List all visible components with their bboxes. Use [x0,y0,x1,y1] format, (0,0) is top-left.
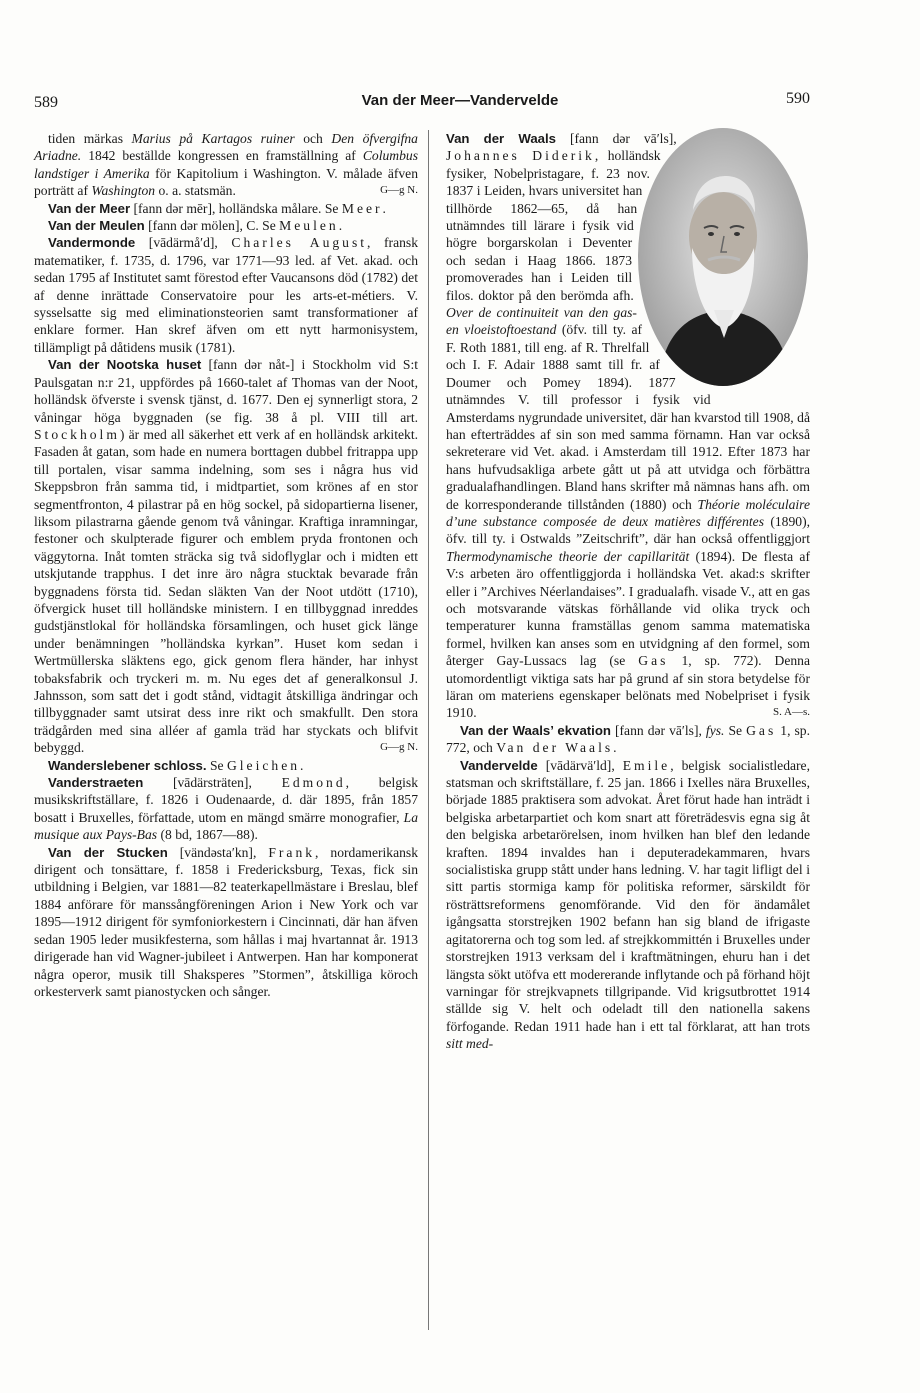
text-run: fys. [705,722,725,738]
headword: Vanderstraeten [48,775,144,791]
article-r1 [446,722,810,757]
author-signature: G—g N. [380,741,418,754]
article-p5 [34,757,418,774]
text-run: [fann dər vā′ls], [556,131,677,146]
text-run: [fann dər mēr], holländska målare. Se [130,200,342,216]
text-run: sitt med- [446,1036,494,1052]
text-run: Charles August [231,235,368,251]
article-p3 [34,234,418,356]
text-run: (8 bd, 1867—88). [157,827,258,843]
article-r2 [446,757,810,1053]
text-run: [vādärmå′d], [135,235,232,251]
headword: Wanderslebener schloss. [48,757,207,773]
text-run: , fransk matematiker, f. 1735, d. 1796, var 1771—93 led. af Vet. akad. och sedan 1795 af Institutet samt förestod efter Vaucansons död (1782) det af denne inrättade Conservatoire pour les arts-et-métiers. V. sysselsatte sig med eliminationsteorien samt transformationer af enklare former. Han skref äfven om ett nytt harmonisystem, tillämpligt på dåtidens musik (1781). [34,235,418,355]
text-run: Washington [91,183,156,199]
portrait-photo [638,128,814,390]
text-run: ) är med all säkerhet ett verk af en holländsk arkitekt. Fasaden åt gatan, som hade en numera borttagen dubbel fritrappa upp till portalen, visar samma indelning, som ses i några hus vid Skeppsbron från samma tid, i midtpartiet, som krönes af en stor segmentfronton, 4 pilastrar på en hög sockel, på sidopartierna lisener, liksom pilastrarna gående genom två våningar. Kraftiga inramningar, festoner och skulpterade figurer och emblem pryda frontonen och väggytorna. Inåt tomten sträcka sig två sidoflyglar och i midten ett utskjutande trapphus. I det inre äro några stucktak bevarade från byggnadens första tid. Sedan släkten Van der Noot utdött (1710), öfvergick huset till holländske ministern. I en tillbyggnad inreddes gudstjänstlokal för holländska församlingen, och huset gick länge under benämningen ”holländska kyrkan”. Huset kom sedan i Wertmüllerska släktens ego, gick genom flera händer, har inhyst tobaksfabrik och tryckeri m. m. Nu eges det af generalkonsul J. Jahnsson, som satt det i godt stånd, vidtagit åtskilliga ändringar och tillbyggnader samt utsirat dess inre rikt och smakfullt. Den stora trädgården med sina alléer af gamla träd har styckats och blifvit bebyggd. [34,426,418,756]
column-divider [428,130,429,1330]
headword: Van der Meer [48,200,131,216]
text-run: , belgisk socialistledare, statsman och skriftställare, f. 25 jan. 1866 i Ixelles nära Bruxelles, började 1885 praktisera som advokat. Året förut hade han inträdt i belgiska arbetarpartiet och kom snart att företrädesvis egna sig åt den belgiska arbetarörelsen, inom hvilken han blef den ledande kraften. 1894 invaldes han i deputeradekammaren, hvars socialistiska grupp stått under hans ledning. V. har tagit lifligt del i sitt partis stormiga kamp för politiska reformer, särskildt för rösträttsreformens genomförande. Vid den för ändamålet igångsatta storstrejken 1902 befann han sig bland de ifrigaste agitatorerna och tog som led. af strejkkommittén i Bruxelles under storstrejken 1913 verksam del i kraftmätningen, ehuru han i det längsta sökt utöfva ett modererande inflytande och på förhand höjt varningar för strejkvapnets tillgripande. Vid krigsutbrottet 1914 ställde sig V. helt och odeladt till den nationella sakens förfogande. Redan 1911 hade han i ett tal förklarat, att han trots [446,757,810,1034]
text-run: Stockholm [34,426,120,442]
article-p6 [34,774,418,844]
page-header [0,90,920,114]
headword: Van der Meulen [48,218,145,234]
text-run: Emile [622,757,671,773]
text-run: tiden märkas [48,131,132,146]
author-signature: S. A—s. [773,706,810,719]
text-run: [vādärvä′ld], [537,757,623,773]
headword: Vandervelde [460,757,538,773]
text-run: Gas [638,653,669,669]
text-run: [fann dər mölen], C. Se [144,218,280,234]
text-run: La musique aux Pays-Bas [34,809,418,843]
text-run: , holländsk fysiker, Nobelpristagare, f. 23 nov. 1837 i Leiden, hvars universitet han tillhörde 1862—65, då han utnämndes till lärare i fysik vid högre borgarskolan i Deventer och sedan i Haag 1866. 1873 promoverades han i Leiden till filos. doktor på den berömda afh. [446,148,661,303]
headword: Van der Stucken [48,844,168,860]
text-run: Meer [341,200,383,216]
text-run: [fann dər nåt-] i Stockholm vid S:t Paulsgatan n:r 21, uppfördes på 1660-talet af Thomas van der Noot, holländsk öfverste i svensk tjänst, d. 1677. Den ej synnerligt stora, 2 våningar höga byggnaden (se fig. 38 å pl. VIII till art. [34,357,418,425]
author-signature: G—g N. [380,184,418,197]
headword: Van der Nootska huset [48,357,202,373]
text-run: (1890), öfv. till ty. i Ostwalds ”Zeitschrift”, där han också offentliggjort [446,513,810,547]
page-number-right: 590 [786,90,810,107]
text-run: Frank [268,844,316,860]
text-run: [vändəsta′kn], [167,844,269,860]
text-run: , nordamerikansk dirigent och tonsättare, f. 1858 i Fredericksburg, Texas, fick sin utbildning i Belgien, var 1881—82 teaterkapellmästare i Breslau, blef 1884 anförare för manssångföreningen Arion i New York och var 1895—1912 dirigent för symfoniorkestern i Cincinnati, där han äfven sedan 1905 leder musikfesterna, som hållas i maj hvartannat år. 1913 dirigerade han vid Wagner-jubileet i Antwerpen. Han har komponerat några operor, musik till Shaksperes ”Stormen”, åtskilliga köroch orkesterverk samt pianostycken och sånger. [34,844,419,999]
text-run: Edmond [281,775,346,791]
text-run: . [382,200,386,216]
text-run: o. a. statsmän. [155,183,236,199]
text-run: Gas [746,722,777,738]
text-run: Over de continuiteit van den gas- en vloeistoftoestand [446,305,637,338]
page-number-left: 589 [34,94,58,111]
right-column [446,130,810,1053]
text-run: och [294,131,332,146]
article-p7 [34,844,418,1001]
text-run: (1894). De flesta af V:s arbeten äro offentliggjorda i holländska Vet. akad:s skrifter eller i ”Archives Néerlandaises”. I gradualafh. visade V., att en gas och motsvarande vätskas förhållande vid olika tryck och temperaturer kunna framställas genom samma matematiska formel, hvilken kan anses som en utvidgning af den formel, som återger Gay-Lussacs lag (se [446,548,810,669]
text-run: 1842 beställde kongressen en framställning af [81,148,363,164]
text-run: Marius på Kartagos ruiner [131,131,295,146]
article-p4 [34,356,418,756]
headword: Van der Waals [446,131,557,146]
text-run: Den öfvergifna Ariadne. [34,131,418,164]
text-run: Se [724,722,747,738]
left-column [34,130,418,1000]
text-run: [vādärsträten], [143,775,282,791]
text-run: . [300,757,304,773]
running-title: Van der Meer—Vandervelde [361,92,559,109]
text-run: . [613,740,617,756]
article-r0 [446,130,810,722]
article-p2 [34,217,418,234]
headword: Vandermonde [48,235,136,251]
article-p1 [34,200,418,217]
text-run: Se [206,757,227,773]
text-run: Gleichen [226,757,301,773]
text-run: (öfv. till ty. af F. Roth 1881, till eng. af R. Threlfall och I. F. Adair 1888 samt till fr. af Doumer och Pomey 1894). 1877 utnämndes V. till professor i fysik vid Amsterdams nygrundade universitet, där han kvarstod till 1908, då han efterträddes af sin son med samma förnamn. Han var också sekreterare vid Vet. akad. i Amsterdam till 1912. Efter 1873 har hans hufvudsakliga arbete gått ut på att utvidga och förbättra gradualafhandlingen. Bland hans skrifter må nämnas hans afh. om de korresponderande tillstånden (1880) och [446,322,810,512]
headword: Van der Waals’ ekvation [460,722,611,738]
article-p0 [34,130,418,200]
text-run: Van der Waals [496,740,614,756]
text-run: Columbus landstiger i Amerika [34,148,418,181]
text-run: [fann dər vā′ls], [610,722,706,738]
text-run: Thermodynamische theorie der capillarität [446,548,690,564]
text-run: , belgisk musikskriftställare, f. 1826 i Oudenaarde, d. där 1895, från 1857 bosatt i Bruxelles, författade, utom en mängd smärre monografier, [34,775,418,825]
text-run: Johannes Diderik [446,148,595,164]
text-run: 1, sp. 772, och [446,722,810,756]
text-run: . [338,218,343,234]
text-run: för Kapitolium i Washington. V. målade äfven porträtt af [34,165,419,199]
text-run: Meulen [279,218,339,234]
text-run: 1, sp. 772). Denna utomordentligt viktiga sats har på grund af sin stora betydelse för läran om materiens egenskaper belönats med Nobelpriset i fysik 1910. [446,653,810,721]
text-run: Théorie moléculaire d’une substance composée de deux matières différentes [446,496,810,529]
